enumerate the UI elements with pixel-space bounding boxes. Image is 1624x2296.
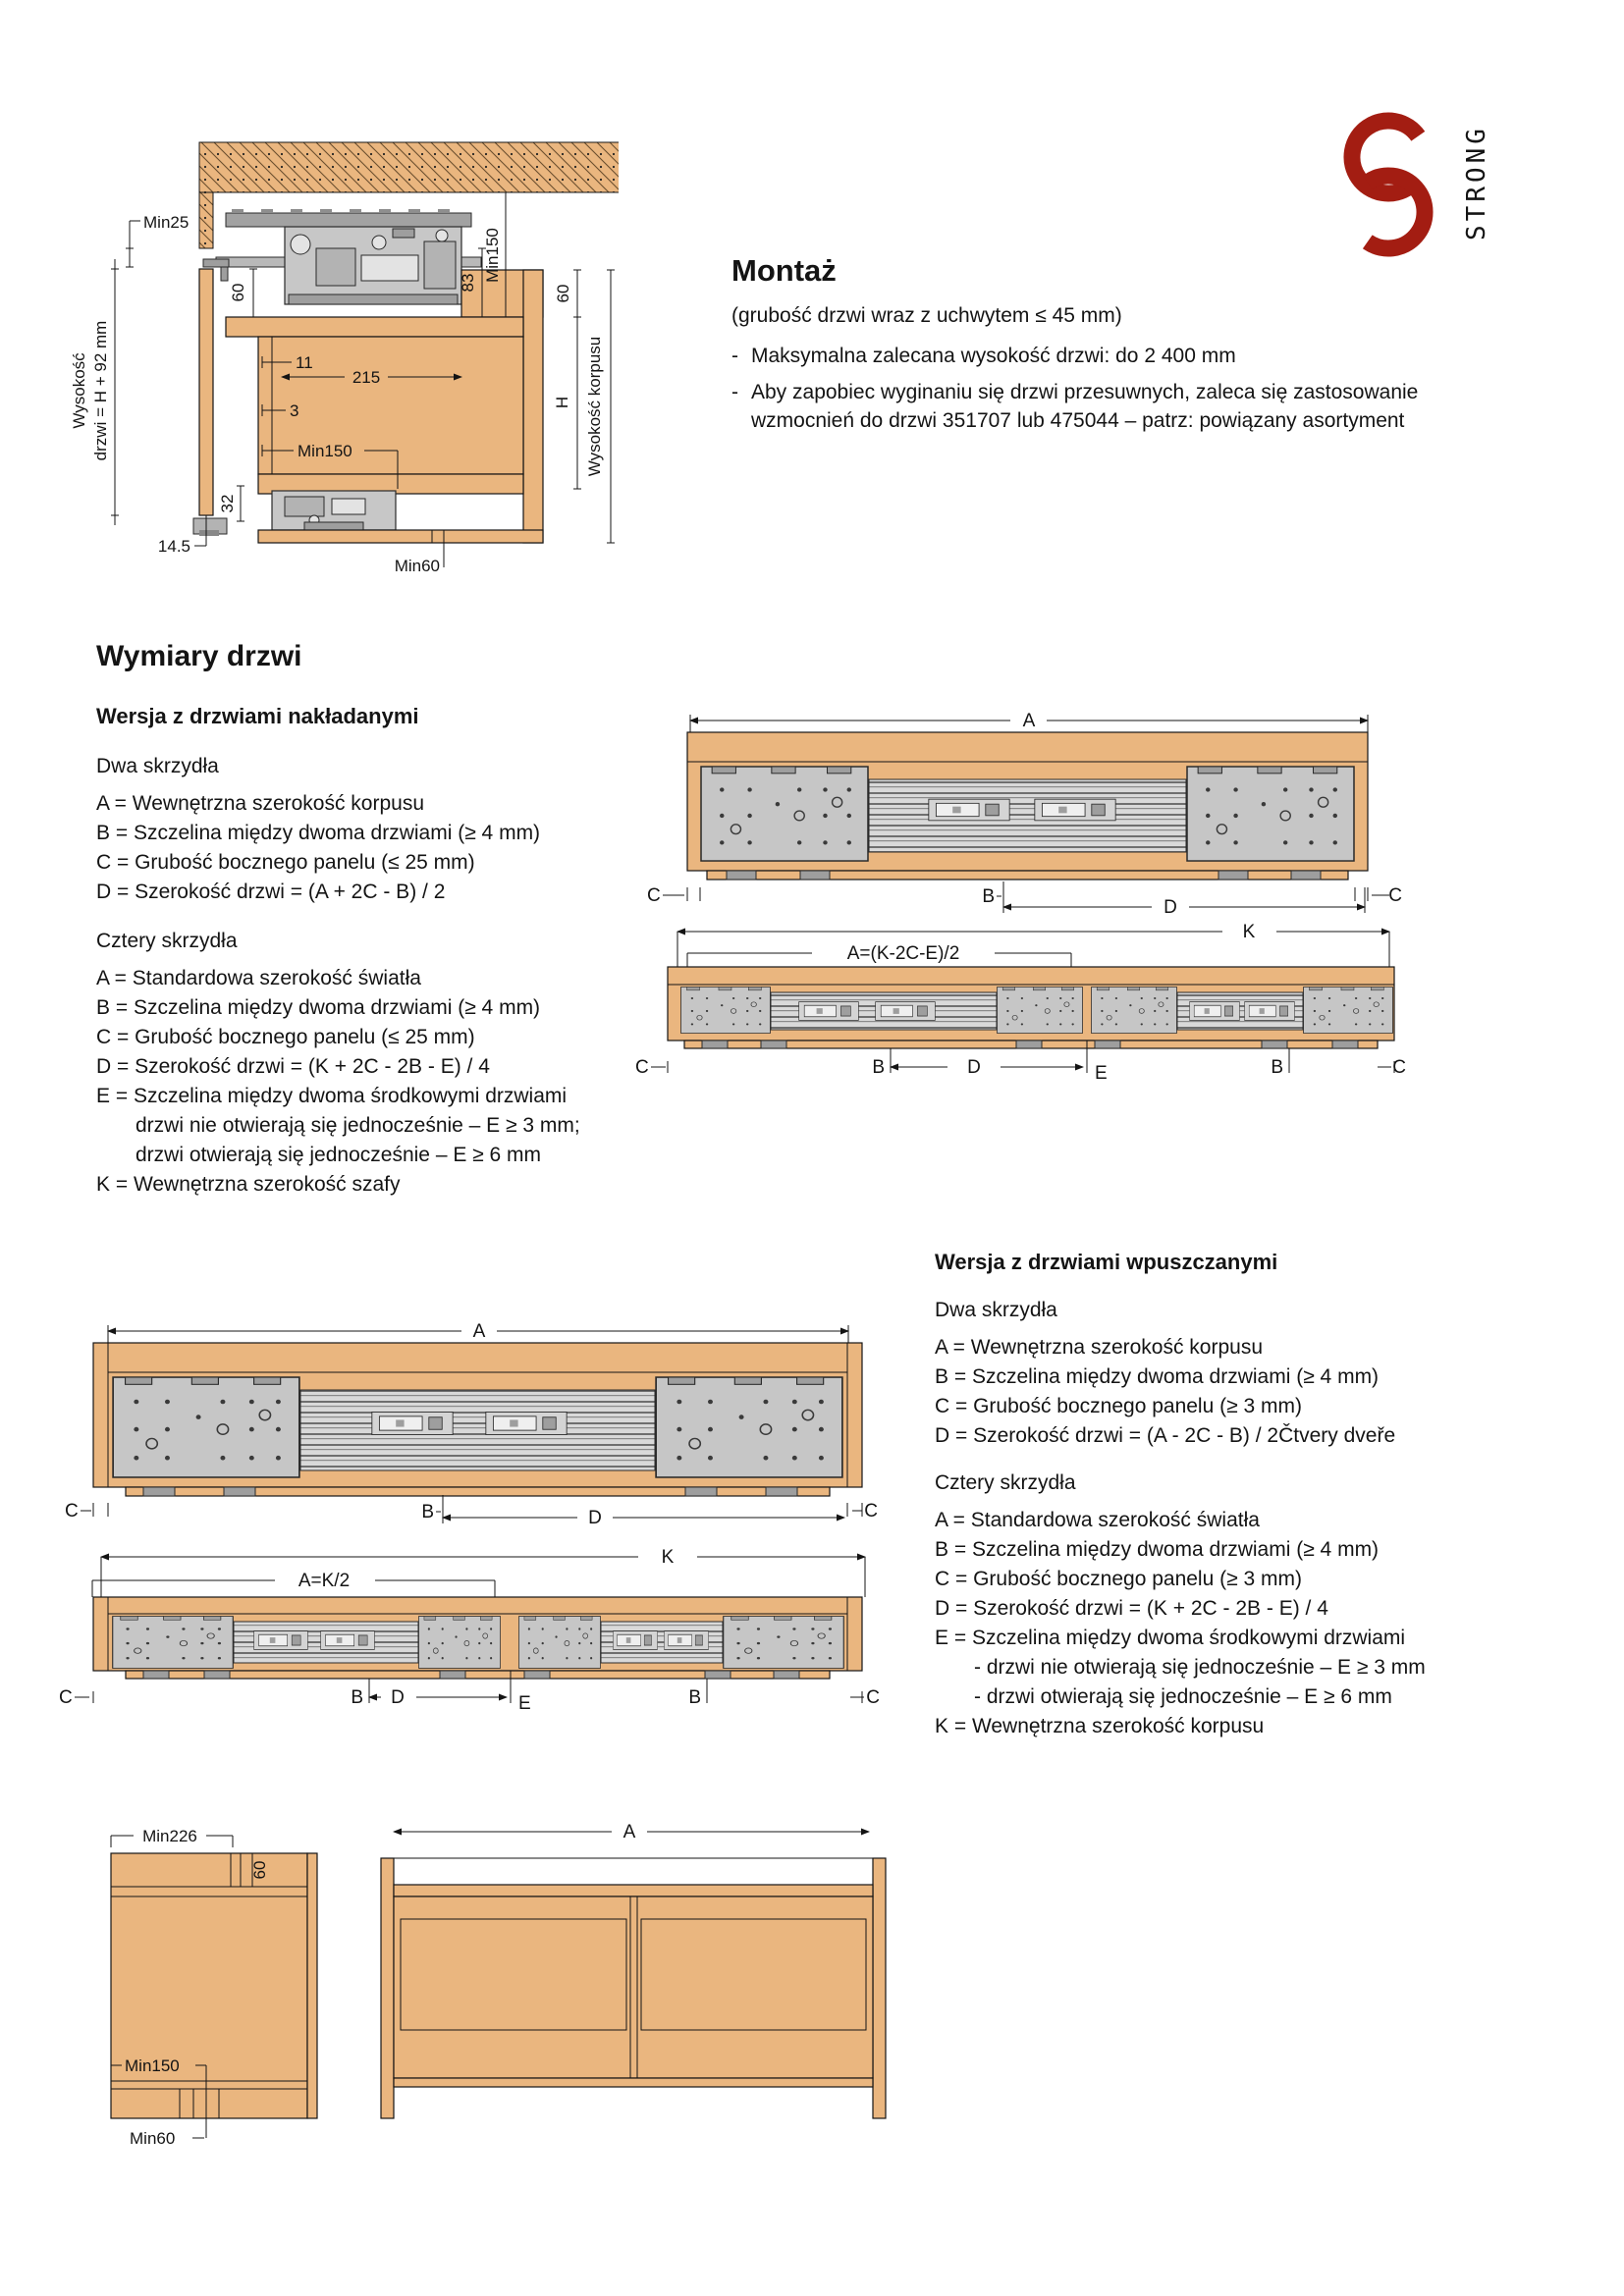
door-plate <box>998 987 1083 1033</box>
dim-c-left-label: C <box>647 885 661 906</box>
montaz-bullet-1 <box>731 342 1488 370</box>
list-item: D = Szerokość drzwi = (K + 2C - 2B - E) / 4 <box>935 1597 1328 1620</box>
door-plate <box>113 1617 234 1669</box>
top-rail <box>394 1885 873 1896</box>
damper-device <box>1245 1002 1295 1021</box>
inset-four-door-diagram <box>57 1543 882 1715</box>
track-profile <box>869 779 1186 852</box>
list-item: B = Szczelina między dwoma drzwiami (≥ 4 mm) <box>935 1365 1380 1388</box>
dim-c-left-label: C <box>59 1687 73 1708</box>
dim-k-label: K <box>661 1547 675 1568</box>
wall-stub-hatch <box>199 192 213 248</box>
cabinet-side-wall <box>523 270 543 543</box>
door-plate <box>518 1617 600 1669</box>
damper-device <box>799 1002 859 1021</box>
damper-device <box>1035 799 1115 821</box>
dim-a-label: A <box>623 1822 636 1842</box>
list-item-continuation: drzwi otwierają się jednocześnie – E ≥ 6 mm <box>135 1144 542 1166</box>
dim-d-label: D <box>967 1057 981 1078</box>
door-plate <box>1092 987 1177 1033</box>
dim-b2-label: B <box>688 1687 701 1708</box>
dim-wysokosc-korpusu-label: Wysokość korpusu <box>585 336 604 477</box>
dim-c-left-label: C <box>65 1501 79 1522</box>
list-item: A = Wewnętrzna szerokość korpusu <box>935 1336 1264 1359</box>
dim-b-label: B <box>982 886 995 907</box>
dim-83-label: 83 <box>459 273 477 293</box>
damper-device <box>929 799 1009 821</box>
dim-wysokosc-drzwi-label-2: drzwi = H + 92 mm <box>91 320 110 461</box>
side-post-left <box>381 1858 394 2118</box>
damper-device <box>254 1631 308 1650</box>
side-post-right <box>873 1858 886 2118</box>
list-item-continuation: - drzwi otwierają się jednocześnie – E ≥ 6 mm <box>974 1685 1392 1708</box>
montaz-subtitle: (grubość drzwi wraz z uchwytem ≤ 45 mm) <box>731 304 1122 327</box>
naklad-cztery-title: Cztery skrzydła <box>96 930 238 952</box>
dim-c-right-label: C <box>866 1687 880 1708</box>
montaz-bullet-2-text: Aby zapobiec wyginaniu się drzwi przesuwnych, zaleca się zastosowanie wzmocnień do drzwi 351707 lub 475044 – patrz: powiązany asortyment <box>751 381 1419 432</box>
dim-e-label: E <box>1095 1063 1108 1084</box>
dim-32 <box>237 486 244 521</box>
installation-section-diagram <box>69 86 619 577</box>
list-item-continuation: - drzwi nie otwierają się jednocześnie – E ≥ 3 mm <box>974 1656 1426 1679</box>
dim-11-label: 11 <box>296 353 313 372</box>
damper-device <box>1190 1002 1240 1021</box>
sliding-doors <box>394 1896 873 2078</box>
dim-wysokosc-drzwi <box>111 259 119 525</box>
list-item: C = Grubość bocznego panelu (≤ 25 mm) <box>96 1026 475 1048</box>
strong-logo <box>1324 102 1530 264</box>
bottom-rail <box>394 2078 873 2087</box>
list-item: B = Szczelina między dwoma drzwiami (≥ 4 mm) <box>96 996 541 1019</box>
dim-min150-bottom-label: Min150 <box>298 442 352 460</box>
dim-14-5-label: 14.5 <box>157 537 190 556</box>
naklad-title: Wersja z drzwiami nakładanymi <box>96 704 419 728</box>
wpusz-cztery-title: Cztery skrzydła <box>935 1471 1076 1494</box>
dim-b1-label: B <box>872 1057 885 1078</box>
cabinet-top-panel <box>226 317 523 337</box>
door-plate <box>656 1377 842 1477</box>
dim-a-label: A <box>1022 711 1036 731</box>
list-item: B = Szczelina między dwoma drzwiami (≥ 4 mm) <box>935 1538 1380 1561</box>
dim-60-right-label: 60 <box>554 284 572 303</box>
cabinet-bottom-panel <box>258 530 543 543</box>
dim-60-top-label: 60 <box>229 283 247 302</box>
overlay-two-door-diagram <box>633 705 1404 916</box>
overlay-four-door-diagram <box>633 918 1409 1085</box>
strong-s-icon <box>1352 121 1425 248</box>
dim-min25-label: Min25 <box>143 213 189 232</box>
dim-h-label: H <box>553 396 571 409</box>
wpusz-cztery-list <box>935 1506 1504 1741</box>
cabinet-body <box>111 1853 307 2118</box>
bullet-dash: - <box>731 345 738 367</box>
door-top-bracket <box>203 259 229 267</box>
dim-3-label: 3 <box>290 401 299 420</box>
dim-k-label: K <box>1242 922 1256 942</box>
damper-device <box>876 1002 936 1021</box>
list-item: D = Szerokość drzwi = (A + 2C - B) / 2 <box>96 881 446 903</box>
dim-60-right <box>573 270 581 317</box>
dim-d-label: D <box>1164 897 1177 916</box>
list-item: C = Grubość bocznego panelu (≤ 25 mm) <box>96 851 475 874</box>
wpusz-dwa-list <box>935 1333 1504 1451</box>
dim-e-label: E <box>518 1693 531 1714</box>
track-profile <box>300 1390 655 1470</box>
list-item: A = Standardowa szerokość światła <box>935 1509 1260 1531</box>
dim-215-label: 215 <box>352 368 381 387</box>
damper-device <box>664 1631 708 1650</box>
list-item: C = Grubość bocznego panelu (≥ 3 mm) <box>935 1395 1302 1417</box>
damper-device <box>321 1631 375 1650</box>
wpuszczane-column <box>935 1249 1504 1741</box>
ceiling-hatch <box>199 142 619 192</box>
naklad-cztery-list <box>96 964 666 1200</box>
wpusz-title: Wersja z drzwiami wpuszczanymi <box>935 1250 1278 1274</box>
door-plate <box>113 1377 299 1477</box>
dim-60-top <box>249 269 257 317</box>
list-item: C = Grubość bocznego panelu (≥ 3 mm) <box>935 1568 1302 1590</box>
list-item-continuation: drzwi nie otwierają się jednocześnie – E ≥ 3 mm; <box>135 1114 580 1137</box>
dim-min25 <box>126 221 140 267</box>
list-item: D = Szerokość drzwi = (A - 2C - B) / 2Čtvery dveře <box>935 1424 1396 1447</box>
naklad-dwa-list <box>96 789 666 907</box>
dim-d-label: D <box>588 1508 602 1528</box>
montaz-bullet-2 <box>731 378 1488 435</box>
damper-device <box>486 1412 567 1434</box>
list-item: K = Wewnętrzna szerokość szafy <box>96 1173 401 1196</box>
door-plate <box>724 1617 844 1669</box>
wymiary-title: Wymiary drzwi <box>96 640 302 672</box>
damper-device <box>613 1631 657 1650</box>
door-plate <box>701 767 868 861</box>
dim-h <box>573 317 581 489</box>
naklad-dwa-title: Dwa skrzydła <box>96 755 219 777</box>
list-item: D = Szerokość drzwi = (K + 2C - 2B - E) / 4 <box>96 1055 490 1078</box>
dim-d-label: D <box>391 1687 405 1708</box>
door-plate <box>418 1617 500 1669</box>
dim-60-label: 60 <box>250 1860 269 1880</box>
montaz-title: Montaż <box>731 253 837 288</box>
dim-c-right-label: C <box>1392 1057 1406 1078</box>
damper-device <box>372 1412 453 1434</box>
dim-a-formula-label: A=(K-2C-E)/2 <box>846 943 960 964</box>
dim-min150-label: Min150 <box>125 2056 180 2075</box>
montaz-bullet-1-text: Maksymalna zalecana wysokość drzwi: do 2 400 mm <box>751 345 1236 367</box>
dim-a-formula-label: A=K/2 <box>298 1571 351 1591</box>
list-item: K = Wewnętrzna szerokość korpusu <box>935 1715 1265 1737</box>
dim-min60-label: Min60 <box>394 557 440 575</box>
dim-wysokosc-korpusu <box>607 270 615 543</box>
dim-min60-label: Min60 <box>130 2129 176 2148</box>
list-item: B = Szczelina między dwoma drzwiami (≥ 4 mm) <box>96 822 541 844</box>
dim-b-label: B <box>421 1502 434 1522</box>
montaz-section <box>731 253 1488 435</box>
dim-c-left-label: C <box>635 1057 649 1078</box>
dim-b1-label: B <box>351 1687 363 1708</box>
dim-c-right-label: C <box>1388 885 1402 906</box>
cabinet-front-edge <box>307 1853 317 2118</box>
inset-two-door-diagram <box>57 1313 882 1529</box>
dim-32-label: 32 <box>218 494 237 513</box>
bullet-dash: - <box>731 381 738 403</box>
wymiary-column <box>96 638 666 1200</box>
wpusz-dwa-title: Dwa skrzydła <box>935 1299 1057 1321</box>
dim-b2-label: B <box>1271 1057 1283 1078</box>
list-item: A = Wewnętrzna szerokość korpusu <box>96 792 425 815</box>
dim-min150-top-label: Min150 <box>483 228 502 283</box>
list-item: E = Szczelina między dwoma środkowymi drzwiami <box>935 1627 1406 1649</box>
door-plate <box>681 987 771 1033</box>
dim-min226-label: Min226 <box>142 1827 197 1845</box>
list-item: E = Szczelina między dwoma środkowymi drzwiami <box>96 1085 568 1107</box>
door-plate <box>1304 987 1393 1033</box>
dim-c-right-label: C <box>864 1501 878 1522</box>
list-item: A = Standardowa szerokość światła <box>96 967 421 989</box>
strong-wordmark: STRONG <box>1462 125 1491 240</box>
cabinet-side-view-diagram <box>98 1818 334 2152</box>
dim-a-label: A <box>472 1321 486 1342</box>
cabinet-front-view-diagram <box>376 1818 892 2132</box>
door-panel-section <box>199 269 213 515</box>
door-plate <box>1187 767 1354 861</box>
dim-wysokosc-drzwi-label-1: Wysokość <box>70 352 88 429</box>
